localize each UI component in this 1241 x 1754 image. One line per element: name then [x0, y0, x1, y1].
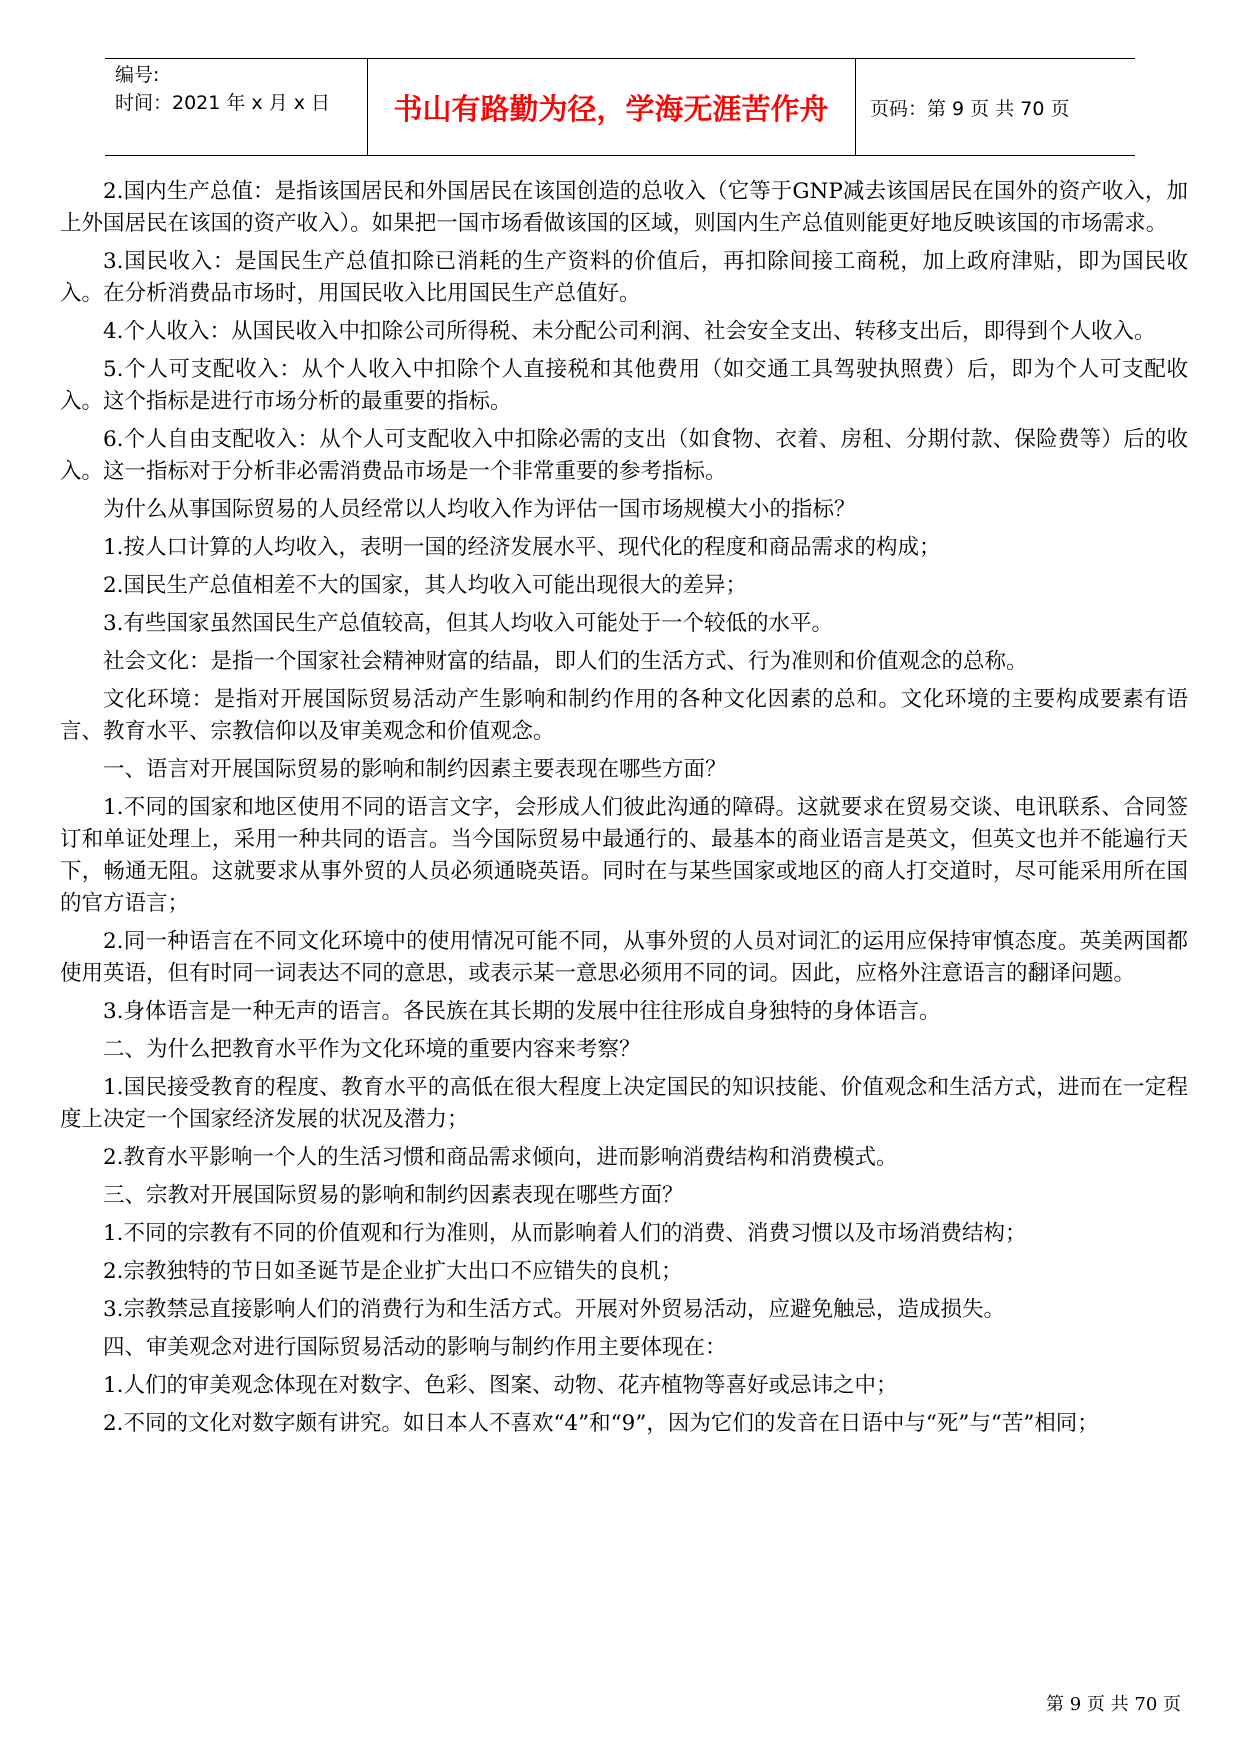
- paragraph: 1.按人口计算的人均收入，表明一国的经济发展水平、现代化的程度和商品需求的构成；: [103, 535, 941, 560]
- paragraph: 社会文化：是指一个国家社会精神财富的结晶，即人们的生活方式、行为准则和价值观念的总称。: [103, 649, 1028, 674]
- paragraph: 1.不同的国家和地区使用不同的语言文字，会形成人们彼此沟通的障碍。这就要求在贸易交谈、电讯联系、合同签订和单证处理上，采用一种共同的语言。当今国际贸易中最通行的、最基本的商业语言是英文，但英文也并不能遍行天下，畅通无阻。这就要求从事外贸的人员必须通晓英语。同时在与某些国家或地区的商人打交道时，尽可能采用所在国的官方语言；: [60, 795, 1188, 916]
- paragraph: 2.教育水平影响一个人的生活习惯和商品需求倾向，进而影响消费结构和消费模式。: [103, 1145, 898, 1170]
- section-heading: 三、宗教对开展国际贸易的影响和制约因素表现在哪些方面？: [103, 1183, 684, 1208]
- header-page-label: 页码：第 9 页 共 70 页: [870, 97, 1070, 120]
- paragraph: 2.不同的文化对数字颇有讲究。如日本人不喜欢“4”和“9”，因为它们的发音在日语中与“死”与“苦”相同；: [103, 1411, 1099, 1436]
- paragraph: 3.有些国家虽然国民生产总值较高，但其人均收入可能处于一个较低的水平。: [103, 611, 834, 636]
- paragraph: 3.国民收入：是国民生产总值扣除已消耗的生产资料的价值后，再扣除间接工商税，加上政府津贴，即为国民收入。在分析消费品市场时，用国民收入比用国民生产总值好。: [60, 249, 1188, 306]
- document-number-label: 编号:: [115, 64, 160, 86]
- paragraph: 2.国民生产总值相差不大的国家，其人均收入可能出现很大的差异；: [103, 573, 748, 598]
- section-heading: 二、为什么把教育水平作为文化环境的重要内容来考察？: [103, 1037, 641, 1062]
- document-body: [60, 176, 1188, 1446]
- paragraph: 文化环境：是指对开展国际贸易活动产生影响和制约作用的各种文化因素的总和。文化环境的主要构成要素有语言、教育水平、宗教信仰以及审美观念和价值观念。: [60, 687, 1188, 744]
- document-time-label: 时间：2021 年 x 月 x 日: [115, 92, 331, 114]
- paragraph: 1.不同的宗教有不同的价值观和行为准则，从而影响着人们的消费、消费习惯以及市场消费结构；: [103, 1221, 1027, 1246]
- paragraph: 1.国民接受教育的程度、教育水平的高低在很大程度上决定国民的知识技能、价值观念和生活方式，进而在一定程度上决定一个国家经济发展的状况及潜力；: [60, 1075, 1188, 1132]
- paragraph: 6.个人自由支配收入：从个人可支配收入中扣除必需的支出（如食物、衣着、房租、分期付款、保险费等）后的收入。这一指标对于分析非必需消费品市场是一个非常重要的参考指标。: [60, 427, 1188, 484]
- paragraph: 2.国内生产总值：是指该国居民和外国居民在该国创造的总收入（它等于GNP减去该国居民在国外的资产收入，加上外国居民在该国的资产收入）。如果把一国市场看做该国的区域，则国内生产总值则能更好地反映该国的市场需求。: [60, 179, 1188, 236]
- header-motto: 书山有路勤为径，学海无涯苦作舟: [393, 91, 829, 126]
- header-divider-right: [855, 59, 856, 155]
- paragraph: 3.身体语言是一种无声的语言。各民族在其长期的发展中往往形成自身独特的身体语言。: [103, 999, 941, 1024]
- paragraph: 1.人们的审美观念体现在对数字、色彩、图案、动物、花卉植物等喜好或忌讳之中；: [103, 1373, 898, 1398]
- section-heading: 一、语言对开展国际贸易的影响和制约因素主要表现在哪些方面？: [103, 757, 727, 782]
- paragraph: 2.同一种语言在不同文化环境中的使用情况可能不同，从事外贸的人员对词汇的运用应保持审慎态度。英美两国都使用英语，但有时同一词表达不同的意思，或表示某一意思必须用不同的词。因此，应格外注意语言的翻译问题。: [60, 929, 1188, 986]
- paragraph: 5.个人可支配收入：从个人收入中扣除个人直接税和其他费用（如交通工具驾驶执照费）后，即为个人可支配收入。这个指标是进行市场分析的最重要的指标。: [60, 357, 1188, 414]
- section-heading: 四、审美观念对进行国际贸易活动的影响与制约作用主要体现在：: [103, 1335, 727, 1360]
- paragraph: 2.宗教独特的节日如圣诞节是企业扩大出口不应错失的良机；: [103, 1259, 683, 1284]
- header-meta: [115, 61, 375, 117]
- page-header: [105, 58, 1135, 156]
- paragraph: 4.个人收入：从国民收入中扣除公司所得税、未分配公司利润、社会安全支出、转移支出后，即得到个人收入。: [103, 319, 1156, 344]
- paragraph: 为什么从事国际贸易的人员经常以人均收入作为评估一国市场规模大小的指标？: [103, 497, 856, 522]
- paragraph: 3.宗教禁忌直接影响人们的消费行为和生活方式。开展对外贸易活动，应避免触忌，造成损失。: [103, 1297, 1006, 1322]
- page-footer: 第 9 页 共 70 页: [1046, 1694, 1181, 1715]
